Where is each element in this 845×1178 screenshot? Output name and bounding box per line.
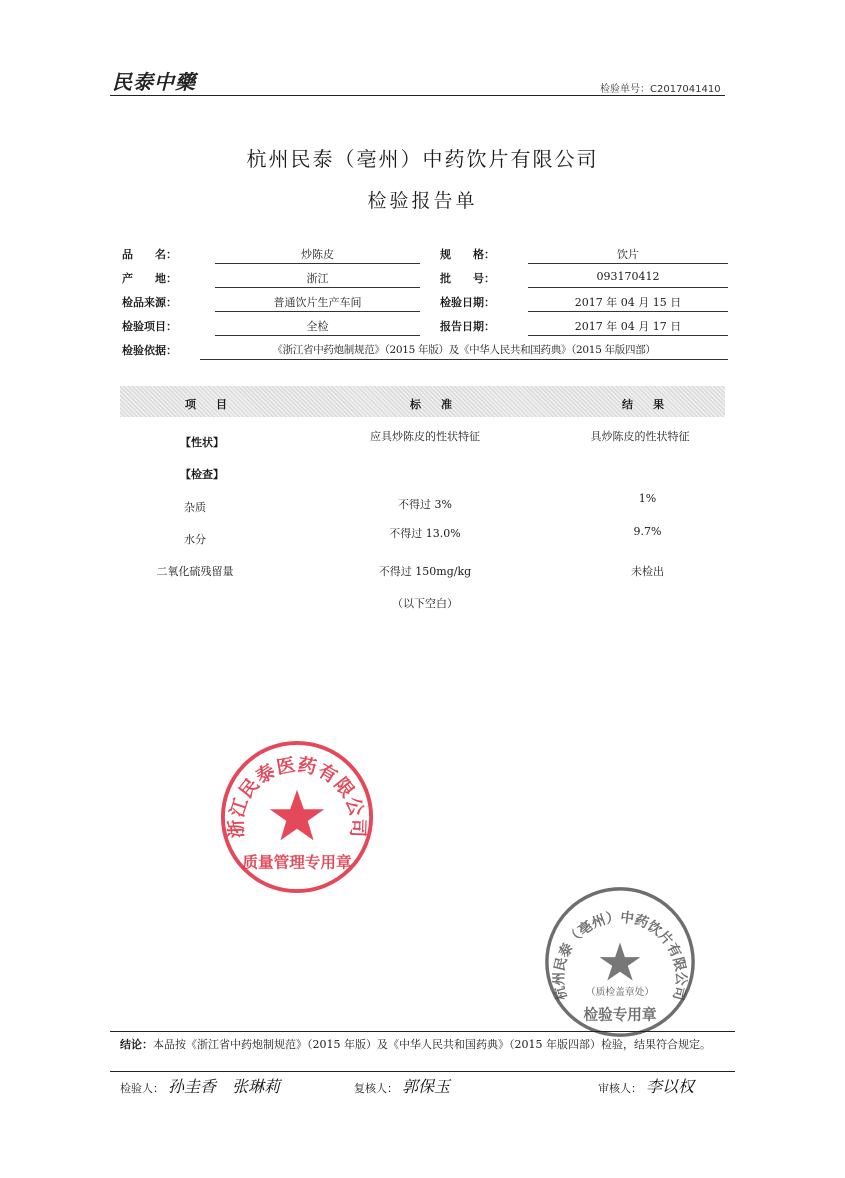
test-date-underline [528,311,728,312]
inspection-seal-ring-text: 杭州民泰（亳州）中药饮片有限公司 [551,909,689,1002]
spec-value: 饮片 [617,248,639,261]
basis-label: 检验依据： [122,344,177,357]
conclusion-label: 结论： [120,1038,153,1051]
quality-seal-center-text: 质量管理专用章 [242,853,352,872]
inspection-seal-sub-text: （质检盖章处） [585,987,655,999]
conclusion-top-rule [110,1031,735,1032]
inspection-seal-center-text: 检验专用章 [583,1006,657,1024]
traits-standard: 应具炒陈皮的性状特征 [370,430,480,443]
check-section: 【检查】 [180,468,224,481]
inspection-seal-stamp [542,884,698,1040]
header-standard: 标准 [410,398,472,411]
origin-label: 产 地： [122,272,177,285]
quality-seal-stamp [219,739,375,895]
basis-underline [200,359,728,360]
test-date-value: 2017 年 04 月 15 日 [574,296,682,309]
traits-section: 【性状】 [180,436,224,449]
source-underline [215,311,420,312]
quality-seal-ring-text: 浙江民泰医药有限公司 [226,754,368,839]
header-result: 结果 [622,398,684,411]
approver-label: 审核人： [598,1082,642,1095]
row-item: 二氧化硫残留量 [156,565,234,578]
company-title: 杭州民泰（亳州）中药饮片有限公司 [246,147,599,171]
approver-signature: 李以权 [646,1077,695,1096]
item-label: 检验项目： [122,320,177,333]
star-icon [270,790,325,841]
inspector-signature: 孙圭香 张琳莉 [168,1077,281,1096]
name-label: 品 名： [122,248,177,261]
doc-number-value: C2017041410 [650,84,721,95]
item-value: 全检 [306,320,329,333]
batch-value: 093170412 [596,270,660,283]
blank-note: （以下空白） [392,597,458,610]
reviewer-label: 复核人： [354,1082,398,1095]
inspector-label: 检验人： [120,1082,164,1095]
doc-number-label: 检验单号： [600,84,650,95]
conclusion [120,1037,730,1053]
spec-label: 规 格： [440,248,495,261]
traits-result: 具炒陈皮的性状特征 [590,430,690,443]
origin-underline [215,287,420,288]
item-underline [215,335,420,336]
row-standard: 不得过 3% [398,498,452,511]
report-date-label: 报告日期： [440,320,495,333]
doc-number [600,80,721,95]
row-standard: 不得过 150mg/kg [378,565,472,578]
row-result: 9.7% [633,525,662,538]
report-date-underline [528,335,728,336]
reviewer-signature: 郭保玉 [402,1077,451,1096]
row-result: 未检出 [631,565,664,578]
basis-value: 《浙江省中药炮制规范》（2015 年版）及《中华人民共和国药典》（2015 年版四部） [272,344,656,356]
name-value: 炒陈皮 [301,248,334,261]
conclusion-text: 本品按《浙江省中药炮制规范》（2015 年版）及《中华人民共和国药典》（2015 年版四部）检验，结果符合规定。 [153,1038,711,1051]
batch-label: 批 号： [440,272,495,285]
row-item: 水分 [184,533,206,546]
batch-underline [528,287,728,288]
conclusion-bottom-rule [110,1071,735,1072]
report-date-value: 2017 年 04 月 17 日 [574,320,682,333]
source-value: 普通饮片生产车间 [273,296,362,309]
star-icon [600,943,641,981]
row-result: 1% [638,492,657,505]
name-underline [215,263,420,264]
source-label: 检品来源： [122,296,177,309]
test-date-label: 检验日期： [440,296,495,309]
spec-underline [528,263,728,264]
row-standard: 不得过 13.0% [389,527,461,540]
report-title: 检验报告单 [367,190,478,212]
row-item: 杂质 [184,501,206,514]
header-rule [110,95,725,96]
origin-value: 浙江 [306,272,329,285]
company-logo: 民泰中藥 [112,70,196,94]
header-item: 项目 [185,398,247,411]
